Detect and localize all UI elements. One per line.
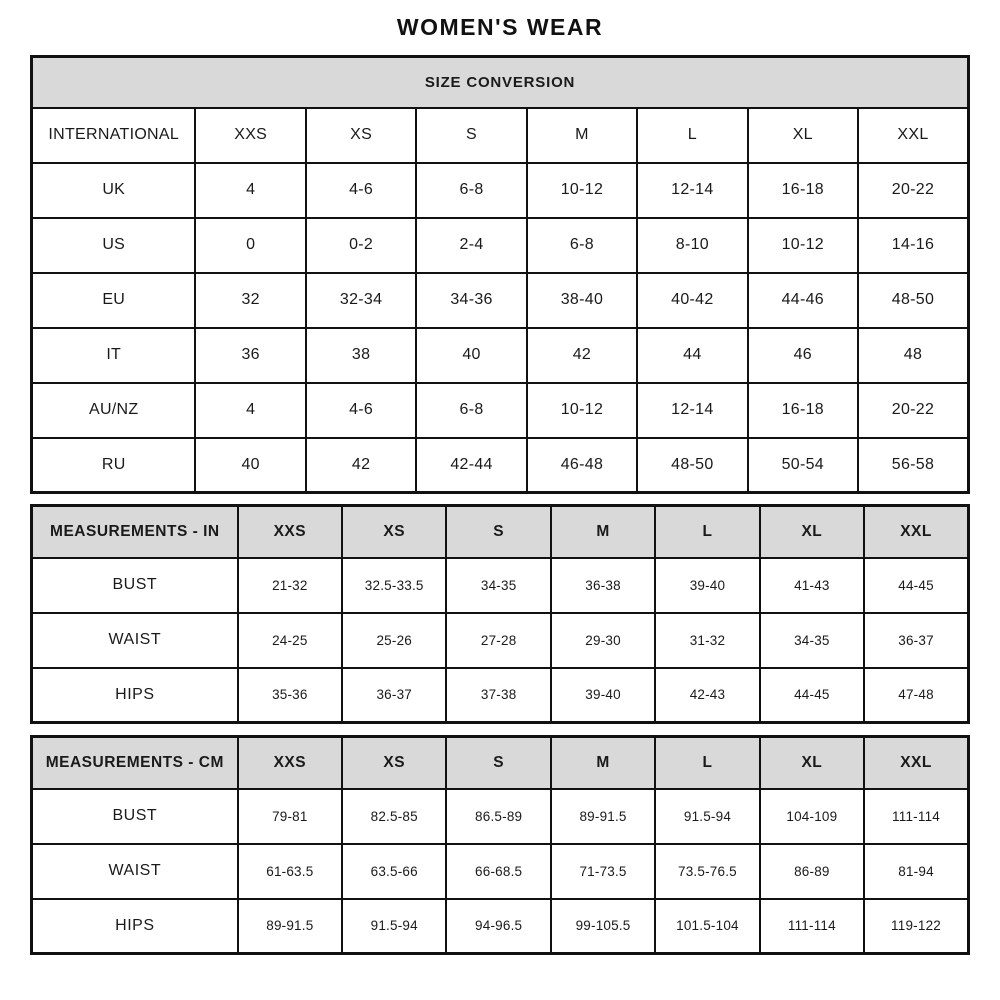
table-row: [32, 273, 969, 328]
column-header: XXS: [195, 108, 305, 163]
size-value-cell: 89-91.5: [238, 899, 342, 954]
size-value-cell: 38-40: [527, 273, 637, 328]
row-label: WAIST: [32, 844, 238, 899]
size-value-cell: 81-94: [864, 844, 968, 899]
column-header: XXL: [858, 108, 969, 163]
size-value-cell: 6-8: [527, 218, 637, 273]
size-value-cell: 4-6: [306, 163, 416, 218]
size-value-cell: 20-22: [858, 163, 969, 218]
size-value-cell: 20-22: [858, 383, 969, 438]
column-header: XL: [748, 108, 858, 163]
column-header-row: [32, 108, 969, 163]
size-value-cell: 44-46: [748, 273, 858, 328]
column-header: L: [655, 506, 759, 558]
size-value-cell: 63.5-66: [342, 844, 446, 899]
size-value-cell: 25-26: [342, 613, 446, 668]
size-value-cell: 12-14: [637, 383, 747, 438]
column-header: XXS: [238, 737, 342, 789]
size-value-cell: 86.5-89: [446, 789, 550, 844]
table-row: [32, 218, 969, 273]
size-value-cell: 29-30: [551, 613, 655, 668]
size-value-cell: 73.5-76.5: [655, 844, 759, 899]
table-row: [32, 438, 969, 493]
size-value-cell: 89-91.5: [551, 789, 655, 844]
size-value-cell: 79-81: [238, 789, 342, 844]
column-header: XS: [342, 737, 446, 789]
size-value-cell: 44-45: [864, 558, 968, 613]
size-value-cell: 40: [416, 328, 526, 383]
row-label: RU: [32, 438, 196, 493]
size-value-cell: 36: [195, 328, 305, 383]
column-header: XS: [342, 506, 446, 558]
size-value-cell: 86-89: [760, 844, 864, 899]
size-value-cell: 35-36: [238, 668, 342, 723]
column-header: XS: [306, 108, 416, 163]
size-value-cell: 36-37: [342, 668, 446, 723]
size-value-cell: 39-40: [655, 558, 759, 613]
size-value-cell: 34-35: [446, 558, 550, 613]
size-value-cell: 32-34: [306, 273, 416, 328]
column-header: L: [637, 108, 747, 163]
size-value-cell: 34-35: [760, 613, 864, 668]
table-row: [32, 383, 969, 438]
table-banner-row: [32, 57, 969, 108]
size-value-cell: 14-16: [858, 218, 969, 273]
size-value-cell: 44-45: [760, 668, 864, 723]
size-value-cell: 104-109: [760, 789, 864, 844]
measurements-in-table: [30, 504, 970, 724]
size-value-cell: 16-18: [748, 163, 858, 218]
size-value-cell: 0-2: [306, 218, 416, 273]
size-value-cell: 41-43: [760, 558, 864, 613]
size-value-cell: 38: [306, 328, 416, 383]
size-value-cell: 27-28: [446, 613, 550, 668]
size-value-cell: 24-25: [238, 613, 342, 668]
size-value-cell: 48-50: [858, 273, 969, 328]
size-value-cell: 32.5-33.5: [342, 558, 446, 613]
size-value-cell: 42: [306, 438, 416, 493]
table-row: [32, 844, 969, 899]
size-value-cell: 10-12: [748, 218, 858, 273]
size-value-cell: 66-68.5: [446, 844, 550, 899]
row-label: HIPS: [32, 899, 238, 954]
row-label: BUST: [32, 558, 238, 613]
size-value-cell: 36-38: [551, 558, 655, 613]
row-label: WAIST: [32, 613, 238, 668]
table-row: [32, 668, 969, 723]
size-value-cell: 2-4: [416, 218, 526, 273]
size-value-cell: 42: [527, 328, 637, 383]
size-value-cell: 99-105.5: [551, 899, 655, 954]
size-value-cell: 111-114: [760, 899, 864, 954]
size-value-cell: 82.5-85: [342, 789, 446, 844]
size-value-cell: 46-48: [527, 438, 637, 493]
size-value-cell: 111-114: [864, 789, 968, 844]
page-title: WOMEN'S WEAR: [396, 14, 604, 40]
size-value-cell: 91.5-94: [655, 789, 759, 844]
table-banner: SIZE CONVERSION: [32, 57, 969, 108]
size-value-cell: 48: [858, 328, 969, 383]
table-row: [32, 163, 969, 218]
size-value-cell: 4: [195, 163, 305, 218]
table-row: [32, 899, 969, 954]
size-value-cell: 40: [195, 438, 305, 493]
row-label: EU: [32, 273, 196, 328]
size-value-cell: 10-12: [527, 383, 637, 438]
column-header: M: [551, 737, 655, 789]
column-header-row: [32, 737, 969, 789]
size-value-cell: 94-96.5: [446, 899, 550, 954]
size-value-cell: 34-36: [416, 273, 526, 328]
size-value-cell: 44: [637, 328, 747, 383]
size-value-cell: 50-54: [748, 438, 858, 493]
size-value-cell: 40-42: [637, 273, 747, 328]
column-header: S: [416, 108, 526, 163]
size-value-cell: 42-44: [416, 438, 526, 493]
size-value-cell: 0: [195, 218, 305, 273]
column-header: MEASUREMENTS - IN: [32, 506, 238, 558]
column-header: XL: [760, 506, 864, 558]
column-header: L: [655, 737, 759, 789]
size-value-cell: 101.5-104: [655, 899, 759, 954]
measurements-cm-table: [30, 735, 970, 955]
size-value-cell: 37-38: [446, 668, 550, 723]
row-label: AU/NZ: [32, 383, 196, 438]
size-value-cell: 71-73.5: [551, 844, 655, 899]
column-header-row: [32, 506, 969, 558]
size-value-cell: 46: [748, 328, 858, 383]
column-header: XXS: [238, 506, 342, 558]
row-label: US: [32, 218, 196, 273]
column-header: S: [446, 506, 550, 558]
column-header: S: [446, 737, 550, 789]
size-value-cell: 32: [195, 273, 305, 328]
size-value-cell: 4: [195, 383, 305, 438]
size-value-cell: 39-40: [551, 668, 655, 723]
column-header: MEASUREMENTS - CM: [32, 737, 238, 789]
size-value-cell: 61-63.5: [238, 844, 342, 899]
size-value-cell: 36-37: [864, 613, 968, 668]
column-header: M: [551, 506, 655, 558]
size-value-cell: 6-8: [416, 383, 526, 438]
size-value-cell: 21-32: [238, 558, 342, 613]
size-value-cell: 119-122: [864, 899, 968, 954]
size-value-cell: 47-48: [864, 668, 968, 723]
column-header: INTERNATIONAL: [32, 108, 196, 163]
column-header: XXL: [864, 737, 968, 789]
size-value-cell: 91.5-94: [342, 899, 446, 954]
size-value-cell: 48-50: [637, 438, 747, 493]
size-value-cell: 10-12: [527, 163, 637, 218]
size-conversion-table: [30, 55, 970, 494]
size-value-cell: 12-14: [637, 163, 747, 218]
column-header: M: [527, 108, 637, 163]
column-header: XXL: [864, 506, 968, 558]
size-value-cell: 42-43: [655, 668, 759, 723]
table-row: [32, 613, 969, 668]
table-row: [32, 789, 969, 844]
size-value-cell: 6-8: [416, 163, 526, 218]
size-value-cell: 31-32: [655, 613, 759, 668]
row-label: UK: [32, 163, 196, 218]
table-row: [32, 558, 969, 613]
row-label: HIPS: [32, 668, 238, 723]
size-value-cell: 8-10: [637, 218, 747, 273]
size-value-cell: 4-6: [306, 383, 416, 438]
table-row: [32, 328, 969, 383]
row-label: BUST: [32, 789, 238, 844]
column-header: XL: [760, 737, 864, 789]
size-value-cell: 16-18: [748, 383, 858, 438]
size-value-cell: 56-58: [858, 438, 969, 493]
row-label: IT: [32, 328, 196, 383]
